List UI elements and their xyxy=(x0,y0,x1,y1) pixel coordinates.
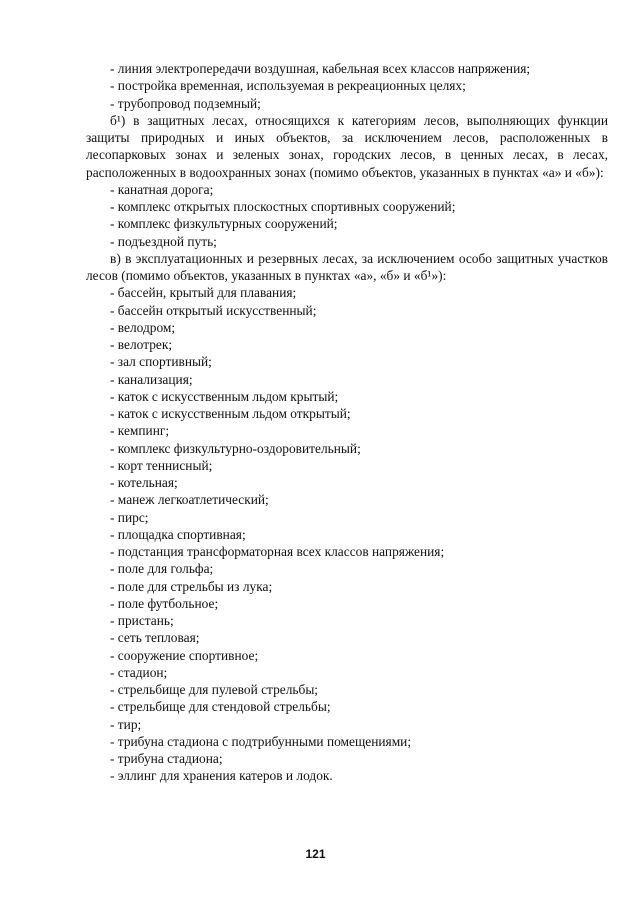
list-item: - канализация; xyxy=(110,371,193,387)
list-item: - зал спортивный; xyxy=(110,354,212,370)
list-item: - пристань; xyxy=(110,613,174,628)
list-item: - поле для стрельбы из лука; xyxy=(110,578,273,594)
list-item: - стрельбище для пулевой стрельбы; xyxy=(110,682,319,697)
list-item: - постройка временная, используемая в рекреационных целях; xyxy=(110,78,466,94)
list-item: - каток с искусственным льдом открытый; xyxy=(110,406,351,421)
list-item: - площадка спортивная; xyxy=(110,526,246,542)
list-item: - тир; xyxy=(110,716,142,732)
list-item: - корт теннисный; xyxy=(110,457,213,473)
list-item: - сеть тепловая; xyxy=(110,630,200,646)
list-item: - комплекс физкультурно-оздоровительный; xyxy=(110,440,361,456)
list-item: - каток с искусственным льдом крытый; xyxy=(110,388,339,404)
list-item: - велодром; xyxy=(110,319,176,335)
list-item: - подстанция трансформаторная всех классов напряжения; xyxy=(110,544,445,559)
list-v xyxy=(86,284,608,784)
list-item: - стадион; xyxy=(110,664,168,680)
list-item: - стрельбище для стендовой стрельбы; xyxy=(110,699,331,715)
list-item: - поле для гольфа; xyxy=(110,561,214,577)
list-item: - кемпинг; xyxy=(110,423,170,439)
list-item: - канатная дорога; xyxy=(110,181,214,197)
list-item: - комплекс открытых плоскостных спортивных сооружений; xyxy=(110,199,456,214)
paragraph-v: в) в эксплуатационных и резервных лесах, за исключением особо защитных участков лесов (помимо объектов, указанных в пунктах «а», «б» и «б¹»): xyxy=(86,250,608,283)
list-item: - бассейн, крытый для плавания; xyxy=(110,285,297,301)
list-item: - поле футбольное; xyxy=(110,595,219,611)
list-item: - комплекс физкультурных сооружений; xyxy=(110,216,338,232)
list-item: - трибуна стадиона с подтрибунными помещениями; xyxy=(110,733,412,749)
list-item: - котельная; xyxy=(110,475,178,490)
list-item: - велотрек; xyxy=(110,337,173,352)
list-item: - манеж легкоатлетический; xyxy=(110,492,269,508)
page-number: 121 xyxy=(305,847,326,861)
list-b1 xyxy=(86,181,608,250)
list-item: - бассейн открытый искусственный; xyxy=(110,302,317,318)
list-item: - трибуна стадиона; xyxy=(110,751,223,766)
page-text xyxy=(86,60,608,785)
list-item: - линия электропередачи воздушная, кабельная всех классов напряжения; xyxy=(110,61,531,76)
list-item: - эллинг для хранения катеров и лодок. xyxy=(110,768,333,784)
list-a-tail xyxy=(86,60,608,112)
list-item: - трубопровод подземный; xyxy=(110,95,261,111)
list-item: - сооружение спортивное; xyxy=(110,647,259,663)
list-item: - подъездной путь; xyxy=(110,233,217,249)
paragraph-b1: б¹) в защитных лесах, относящихся к категориям лесов, выполняющих функции защиты природных и иных объектов, за исключением лесов, расположенных в лесопарковых зонах и зеленых зонах, городских лесов, в ценных лесах, в лесах, расположенных в водоохранных зонах (помимо объектов, указанных в пунктах «а» и «б»): xyxy=(86,112,608,180)
list-item: - пирс; xyxy=(110,509,149,525)
